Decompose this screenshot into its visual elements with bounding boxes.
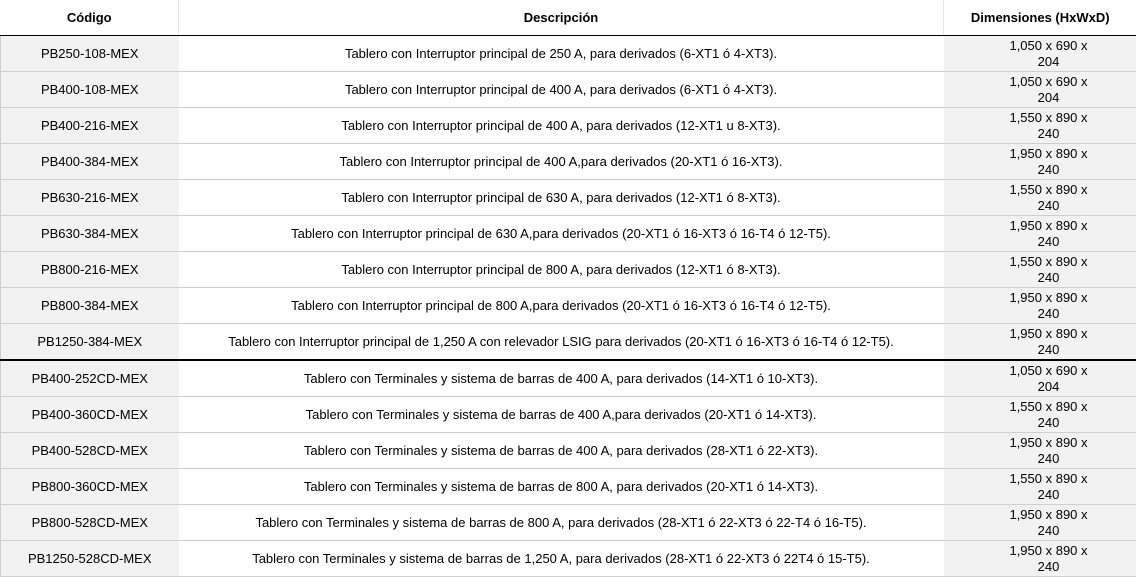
dimensions-value: 1,050 x 690 x 204 xyxy=(999,74,1099,106)
dimensions-value: 1,950 x 890 x 240 xyxy=(999,507,1099,539)
cell-code: PB1250-384-MEX xyxy=(1,324,179,361)
cell-code: PB800-216-MEX xyxy=(1,252,179,288)
cell-code: PB400-528CD-MEX xyxy=(1,433,179,469)
table-row xyxy=(1,397,1136,433)
table-row xyxy=(1,108,1136,144)
cell-dimensions xyxy=(944,397,1136,433)
header-dimensions: Dimensiones (HxWxD) xyxy=(944,0,1136,36)
table-row xyxy=(1,180,1136,216)
cell-dimensions xyxy=(944,288,1136,324)
cell-code: PB400-384-MEX xyxy=(1,144,179,180)
table-row xyxy=(1,469,1136,505)
table-row xyxy=(1,252,1136,288)
cell-code: PB400-360CD-MEX xyxy=(1,397,179,433)
dimensions-value: 1,550 x 890 x 240 xyxy=(999,110,1099,142)
table-row xyxy=(1,36,1136,72)
cell-dimensions xyxy=(944,505,1136,541)
dimensions-value: 1,950 x 890 x 240 xyxy=(999,543,1099,575)
cell-dimensions xyxy=(944,180,1136,216)
dimensions-value: 1,050 x 690 x 204 xyxy=(999,38,1099,70)
cell-dimensions xyxy=(944,144,1136,180)
cell-code: PB1250-528CD-MEX xyxy=(1,541,179,577)
cell-code: PB400-252CD-MEX xyxy=(1,360,179,397)
cell-code: PB630-216-MEX xyxy=(1,180,179,216)
header-description: Descripción xyxy=(179,0,944,36)
cell-description: Tablero con Terminales y sistema de barras de 400 A, para derivados (14-XT1 ó 10-XT3). xyxy=(179,360,944,397)
cell-description: Tablero con Terminales y sistema de barras de 800 A, para derivados (28-XT1 ó 22-XT3 ó 22-T4 ó 16-T5). xyxy=(179,505,944,541)
cell-description: Tablero con Interruptor principal de 400 A,para derivados (20-XT1 ó 16-XT3). xyxy=(179,144,944,180)
cell-code: PB800-360CD-MEX xyxy=(1,469,179,505)
cell-dimensions xyxy=(944,469,1136,505)
cell-code: PB630-384-MEX xyxy=(1,216,179,252)
cell-description: Tablero con Terminales y sistema de barras de 400 A,para derivados (20-XT1 ó 14-XT3). xyxy=(179,397,944,433)
dimensions-value: 1,550 x 890 x 240 xyxy=(999,471,1099,503)
cell-code: PB400-216-MEX xyxy=(1,108,179,144)
cell-description: Tablero con Interruptor principal de 800 A,para derivados (20-XT1 ó 16-XT3 ó 16-T4 ó 12-T5). xyxy=(179,288,944,324)
cell-dimensions xyxy=(944,108,1136,144)
cell-dimensions xyxy=(944,36,1136,72)
table-header xyxy=(1,0,1136,36)
dimensions-value: 1,950 x 890 x 240 xyxy=(999,326,1099,358)
header-row xyxy=(1,0,1136,36)
table-row xyxy=(1,360,1136,397)
cell-dimensions xyxy=(944,360,1136,397)
cell-dimensions xyxy=(944,216,1136,252)
dimensions-value: 1,050 x 690 x 204 xyxy=(999,363,1099,395)
header-code: Código xyxy=(1,0,179,36)
dimensions-value: 1,550 x 890 x 240 xyxy=(999,182,1099,214)
table-row xyxy=(1,216,1136,252)
dimensions-value: 1,950 x 890 x 240 xyxy=(999,218,1099,250)
cell-code: PB800-384-MEX xyxy=(1,288,179,324)
table-row xyxy=(1,288,1136,324)
cell-description: Tablero con Terminales y sistema de barras de 1,250 A, para derivados (28-XT1 ó 22-XT3 ó 22T4 ó 15-T5). xyxy=(179,541,944,577)
cell-description: Tablero con Interruptor principal de 800 A, para derivados (12-XT1 ó 8-XT3). xyxy=(179,252,944,288)
cell-dimensions xyxy=(944,252,1136,288)
cell-dimensions xyxy=(944,541,1136,577)
cell-dimensions xyxy=(944,433,1136,469)
table-row xyxy=(1,144,1136,180)
table-body xyxy=(1,36,1136,577)
cell-dimensions xyxy=(944,72,1136,108)
cell-description: Tablero con Terminales y sistema de barras de 400 A, para derivados (28-XT1 ó 22-XT3). xyxy=(179,433,944,469)
dimensions-value: 1,550 x 890 x 240 xyxy=(999,399,1099,431)
dimensions-value: 1,950 x 890 x 240 xyxy=(999,290,1099,322)
cell-description: Tablero con Interruptor principal de 630 A, para derivados (12-XT1 ó 8-XT3). xyxy=(179,180,944,216)
table-row xyxy=(1,433,1136,469)
cell-description: Tablero con Interruptor principal de 630 A,para derivados (20-XT1 ó 16-XT3 ó 16-T4 ó 12-T5). xyxy=(179,216,944,252)
cell-code: PB400-108-MEX xyxy=(1,72,179,108)
cell-description: Tablero con Interruptor principal de 250 A, para derivados (6-XT1 ó 4-XT3). xyxy=(179,36,944,72)
table-row xyxy=(1,72,1136,108)
cell-dimensions xyxy=(944,324,1136,361)
dimensions-value: 1,550 x 890 x 240 xyxy=(999,254,1099,286)
table-row xyxy=(1,505,1136,541)
cell-description: Tablero con Terminales y sistema de barras de 800 A, para derivados (20-XT1 ó 14-XT3). xyxy=(179,469,944,505)
dimensions-value: 1,950 x 890 x 240 xyxy=(999,435,1099,467)
dimensions-value: 1,950 x 890 x 240 xyxy=(999,146,1099,178)
cell-description: Tablero con Interruptor principal de 400 A, para derivados (6-XT1 ó 4-XT3). xyxy=(179,72,944,108)
cell-description: Tablero con Interruptor principal de 400 A, para derivados (12-XT1 u 8-XT3). xyxy=(179,108,944,144)
cell-code: PB250-108-MEX xyxy=(1,36,179,72)
cell-description: Tablero con Interruptor principal de 1,250 A con relevador LSIG para derivados (20-XT1 ó 16-XT3 ó 16-T4 ó 12-T5). xyxy=(179,324,944,361)
table-row xyxy=(1,541,1136,577)
cell-code: PB800-528CD-MEX xyxy=(1,505,179,541)
table-row xyxy=(1,324,1136,361)
